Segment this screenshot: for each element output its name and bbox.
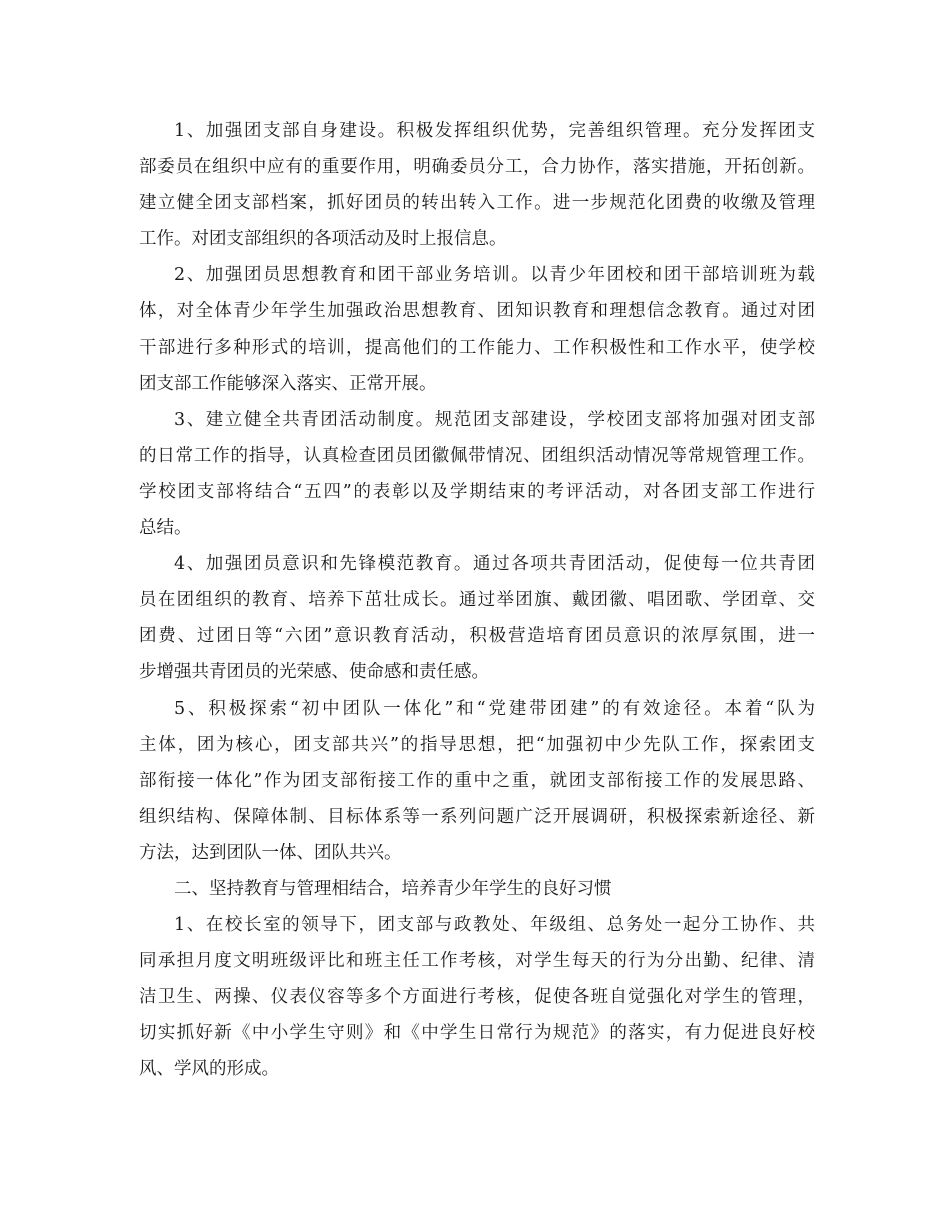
section-heading	[139, 871, 815, 907]
text-line: 3、建立健全共青团活动制度。规范团支部建设，学校团支部将加强对团支部	[174, 409, 815, 430]
text-line: 团支部工作能够深入落实、正常开展。	[139, 373, 437, 394]
text-line: 洁卫生、两操、仪表仪容等多个方面进行考核，促使各班自觉强化对学生的管理，	[139, 987, 815, 1008]
text-line: 学校团支部将结合“五四”的表彰以及学期结束的考评活动，对各团支部工作进行	[139, 481, 815, 502]
text-line: 4、加强团员意识和先锋模范教育。通过各项共青团活动，促使每一位共青团	[174, 554, 815, 575]
text-line: 总结。	[139, 518, 192, 539]
text-line: 1、加强团支部自身建设。积极发挥组织优势，完善组织管理。充分发挥团支	[174, 121, 815, 141]
text-line: 2、加强团员思想教育和团干部业务培训。以青少年团校和团干部培训班为载	[174, 265, 815, 286]
paragraph-6	[139, 907, 815, 1087]
text-line: 主体，团为核心，团支部共兴”的指导思想，把“加强初中少先队工作，探索团支	[139, 734, 815, 755]
text-line: 部委员在组织中应有的重要作用，明确委员分工，合力协作，落实措施，开拓创新。	[139, 157, 815, 178]
paragraph-5	[139, 691, 815, 871]
text-line: 1、在校长室的领导下，团支部与政教处、年级组、总务处一起分工协作、共	[174, 915, 815, 936]
paragraph-3	[139, 402, 815, 546]
text-line: 员在团组织的教育、培养下茁壮成长。通过举团旗、戴团徽、唱团歌、学团章、交	[139, 590, 815, 611]
text-line: 的日常工作的指导，认真检查团员团徽佩带情况、团组织活动情况等常规管理工作。	[139, 445, 815, 466]
text-line: 同承担月度文明班级评比和班主任工作考核，对学生每天的行为分出勤、纪律、清	[139, 951, 815, 972]
text-line: 建立健全团支部档案，抓好团员的转出转入工作。进一步规范化团费的收缴及管理	[139, 193, 815, 214]
document-body	[139, 113, 815, 1088]
text-line: 团费、过团日等“六团”意识教育活动，积极营造培育团员意识的浓厚氛围，进一	[139, 626, 815, 647]
text-line: 切实抓好新《中小学生守则》和《中学生日常行为规范》的落实，有力促进良好校	[139, 1023, 815, 1044]
text-line: 干部进行多种形式的培训，提高他们的工作能力、工作积极性和工作水平，使学校	[139, 337, 815, 358]
paragraph-4	[139, 546, 815, 690]
text-line: 方法，达到团队一体、团队共兴。	[139, 842, 402, 863]
text-line: 工作。对团支部组织的各项活动及时上报信息。	[139, 229, 507, 250]
text-line: 体，对全体青少年学生加强政治思想教育、团知识教育和理想信念教育。通过对团	[139, 301, 815, 322]
paragraph-2	[139, 257, 815, 401]
paragraph-1	[139, 113, 815, 257]
text-line: 步增强共青团员的光荣感、使命感和责任感。	[139, 662, 489, 683]
text-line: 风、学风的形成。	[139, 1059, 279, 1080]
text-line: 组织结构、保障体制、目标体系等一系列问题广泛开展调研，积极探索新途径、新	[139, 806, 815, 827]
section-heading-text: 二、坚持教育与管理相结合，培养青少年学生的良好习惯	[174, 878, 612, 899]
text-line: 5、积极探索“初中团队一体化”和“党建带团建”的有效途径。本着“队为	[174, 698, 815, 719]
text-line: 部衔接一体化”作为团支部衔接工作的重中之重，就团支部衔接工作的发展思路、	[139, 770, 815, 791]
